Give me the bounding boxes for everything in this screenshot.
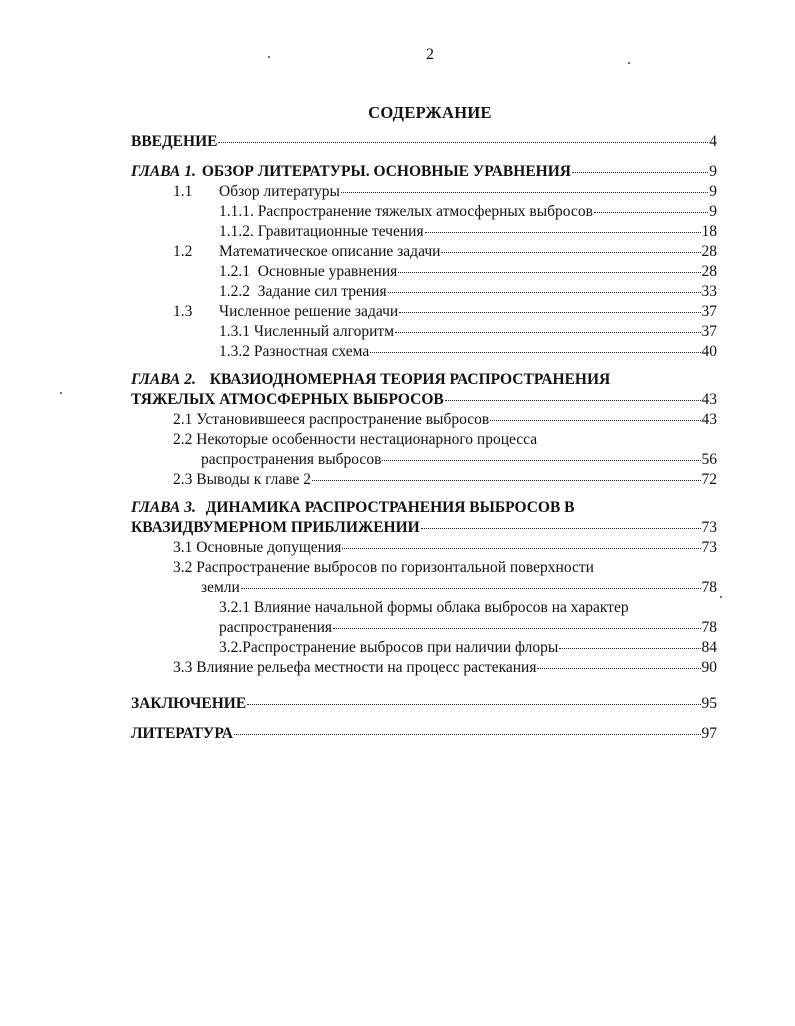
toc-entry-2-1[interactable]: 2.1 Установившееся распространение выбросов 43 (173, 410, 717, 430)
toc-entry-2-2-line1: 2.2 Некоторые особенности нестационарного процесса (173, 431, 538, 448)
scan-speck (628, 62, 630, 64)
toc-entry-1-2-2[interactable]: 1.2.2 Задание сил трения 33 (219, 282, 717, 302)
toc-entry-conclusion[interactable]: ЗАКЛЮЧЕНИЕ 95 (131, 694, 717, 714)
toc-entry-chapter-3[interactable]: КВАЗИДВУМЕРНОМ ПРИБЛИЖЕНИИ 73 (131, 518, 717, 538)
dot-leader (572, 159, 708, 173)
dot-leader (247, 691, 700, 705)
toc-entry-2-2[interactable]: распространения выбросов 56 (201, 450, 717, 470)
dot-leader (241, 575, 701, 589)
dot-leader (399, 299, 700, 313)
toc-entry-2-3[interactable]: 2.3 Выводы к главе 2 72 (173, 470, 717, 490)
toc-entry-intro[interactable]: ВВЕДЕНИЕ 4 (131, 132, 717, 152)
dot-leader (398, 259, 700, 273)
toc-entry-1-2[interactable]: 1.2 Математическое описание задачи 28 (173, 242, 717, 262)
dot-leader (341, 179, 708, 193)
toc-entry-chapter-1[interactable]: ГЛАВА 1. ОБЗОР ЛИТЕРАТУРЫ. ОСНОВНЫЕ УРАВНЕНИЯ 9 (131, 162, 717, 182)
toc-entry-3-3[interactable]: 3.3 Влияние рельефа местности на процесс растекания 90 (173, 658, 717, 678)
scan-speck (720, 596, 722, 598)
toc-entry-3-2-2[interactable]: 3.2.Распространение выбросов при наличии флоры 84 (219, 638, 717, 658)
toc-entry-1-3-2[interactable]: 1.3.2 Разностная схема 40 (219, 342, 717, 362)
dot-leader (234, 721, 701, 735)
scan-speck (268, 56, 270, 58)
dot-leader (342, 535, 700, 549)
dot-leader (537, 655, 700, 669)
dot-leader (218, 129, 708, 143)
toc-entry-1-3[interactable]: 1.3 Численное решение задачи 37 (173, 302, 717, 322)
toc-entry-1-3-1[interactable]: 1.3.1 Численный алгоритм 37 (219, 322, 717, 342)
toc-entry-chapter-2[interactable]: ТЯЖЕЛЫХ АТМОСФЕРНЫХ ВЫБРОСОВ 43 (131, 390, 717, 410)
dot-leader (370, 339, 700, 353)
toc-chapter-3-line1: ГЛАВА 3. ДИНАМИКА РАСПРОСТРАНЕНИЯ ВЫБРОСОВ В (131, 499, 575, 516)
dot-leader (594, 199, 708, 213)
dot-leader (441, 239, 700, 253)
toc-entry-1-2-1[interactable]: 1.2.1 Основные уравнения 28 (219, 262, 717, 282)
toc-entry-references[interactable]: ЛИТЕРАТУРА 97 (131, 724, 717, 744)
toc-entry-1-1-1[interactable]: 1.1.1. Распространение тяжелых атмосферных выбросов 9 (219, 202, 717, 222)
dot-leader (445, 387, 701, 401)
dot-leader (388, 279, 701, 293)
page-number: 2 (426, 46, 434, 63)
toc-entry-3-2-1[interactable]: распространения 78 (219, 618, 717, 638)
dot-leader (382, 447, 700, 461)
toc-chapter-2-line1: ГЛАВА 2. КВАЗИОДНОМЕРНАЯ ТЕОРИЯ РАСПРОСТРАНЕНИЯ (131, 371, 611, 388)
toc-entry-3-2[interactable]: земли 78 (201, 578, 717, 598)
scan-speck (60, 392, 62, 394)
toc-entry-1-1[interactable]: 1.1 Обзор литературы 9 (173, 182, 717, 202)
toc-entry-3-1[interactable]: 3.1 Основные допущения 73 (173, 538, 717, 558)
toc-entry-3-2-1-line1: 3.2.1 Влияние начальной формы облака выбросов на характер (219, 599, 629, 616)
dot-leader (425, 219, 701, 233)
dot-leader (312, 467, 700, 481)
page-title: СОДЕРЖАНИЕ (368, 103, 492, 122)
dot-leader (490, 407, 700, 421)
toc-entry-3-2-line1: 3.2 Распространение выбросов по горизонтальной поверхности (173, 559, 594, 576)
dot-leader (395, 319, 700, 333)
dot-leader (421, 515, 701, 529)
dot-leader (559, 635, 700, 649)
dot-leader (333, 615, 700, 629)
toc-entry-1-1-2[interactable]: 1.1.2. Гравитационные течения 18 (219, 222, 717, 242)
